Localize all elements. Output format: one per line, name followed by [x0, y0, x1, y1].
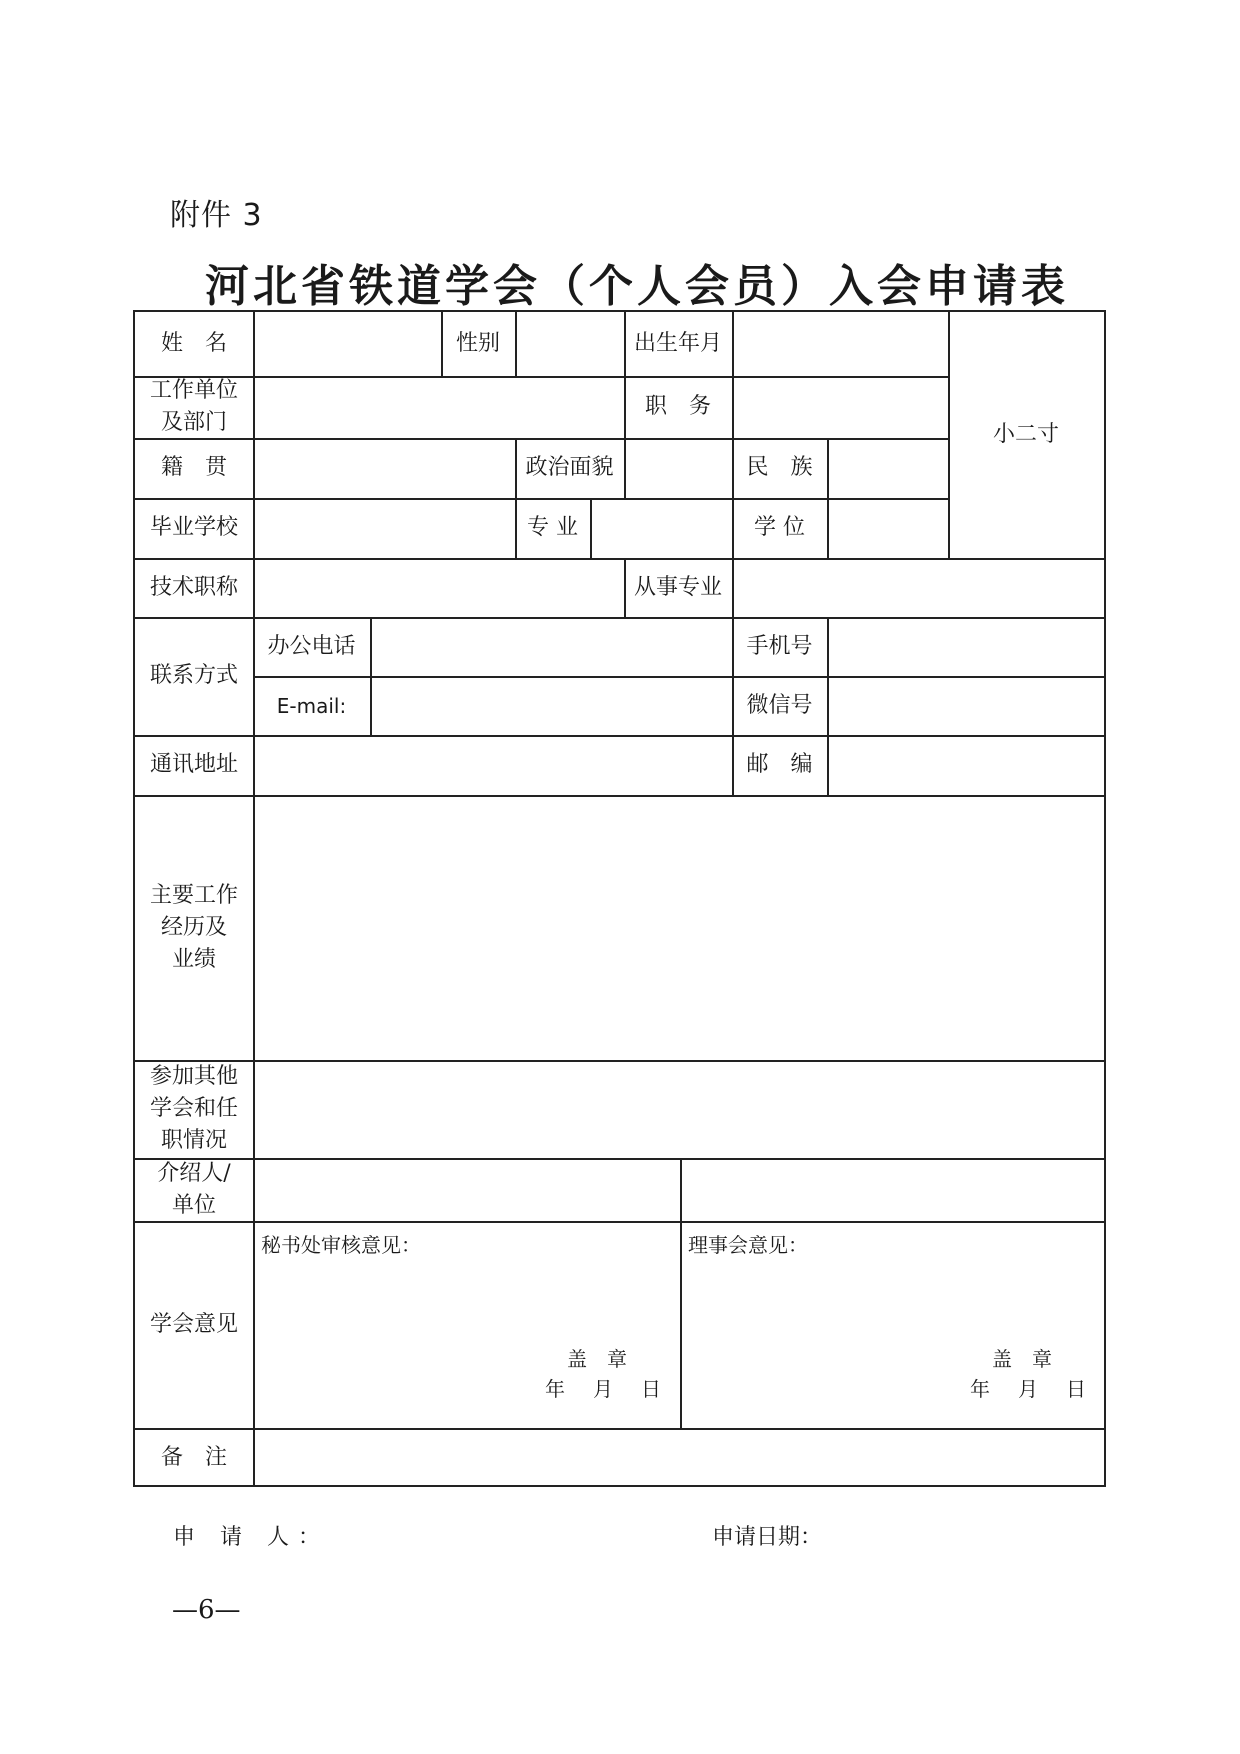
label-postcode: 邮 编: [746, 752, 813, 777]
label-work-unit: [135, 376, 253, 438]
apply-date-label: 申请日期：: [712, 1525, 823, 1550]
council-date-label: 年 月 日: [970, 1377, 1090, 1401]
label-work-unit-line1: 工作单位: [149, 378, 238, 403]
engaged-major-field[interactable]: [734, 560, 1102, 615]
label-name: 姓 名: [160, 331, 227, 356]
label-ethnicity: 民 族: [746, 455, 813, 480]
council-opinion-label: 理事会意见：: [688, 1233, 808, 1257]
label-experience-line2: 经历及: [160, 914, 227, 940]
label-mobile: 手机号: [746, 633, 813, 659]
label-engaged-major: 从事专业: [633, 574, 722, 600]
postcode-field[interactable]: [829, 737, 1102, 793]
council-seal-label: 盖 章: [992, 1347, 1052, 1371]
label-other-line3: 职情况: [160, 1128, 227, 1153]
referrer-field[interactable]: [255, 1160, 678, 1219]
referrer-unit-field[interactable]: [682, 1160, 1102, 1219]
attachment-label: 附件 3: [170, 198, 263, 233]
label-other-societies: [135, 1060, 253, 1158]
other-societies-field[interactable]: [255, 1062, 1102, 1156]
secretariat-opinion-box[interactable]: [255, 1223, 678, 1426]
position-field[interactable]: [734, 378, 946, 436]
label-school: 毕业学校: [149, 515, 238, 540]
label-other-line2: 学会和任: [149, 1096, 238, 1121]
label-experience: [135, 795, 253, 1060]
label-address: 通讯地址: [149, 752, 238, 777]
label-office-phone: 办公电话: [267, 633, 356, 659]
label-contact: 联系方式: [149, 663, 238, 688]
wechat-field[interactable]: [829, 678, 1102, 733]
native-place-field[interactable]: [255, 440, 513, 496]
label-referrer-line1: 介绍人/: [157, 1160, 231, 1186]
secretariat-seal-label: 盖 章: [567, 1347, 627, 1371]
label-tech-title: 技术职称: [149, 574, 238, 600]
label-birth: 出生年月: [633, 331, 722, 356]
experience-field[interactable]: [255, 797, 1102, 1058]
label-degree: 学 位: [754, 515, 805, 540]
label-referrer: [135, 1158, 253, 1221]
applicant-signature-label: 申 请 人：: [173, 1525, 329, 1550]
office-phone-field[interactable]: [372, 619, 730, 674]
email-field[interactable]: [372, 678, 730, 733]
label-wechat: 微信号: [746, 692, 813, 718]
school-field[interactable]: [255, 500, 513, 556]
address-field[interactable]: [255, 737, 730, 793]
label-other-line1: 参加其他: [149, 1064, 238, 1089]
degree-field[interactable]: [829, 500, 946, 556]
form-title: 河北省铁道学会（个人会员）入会申请表: [205, 261, 1069, 312]
secretariat-date-label: 年 月 日: [545, 1377, 665, 1401]
label-native-place: 籍 贯: [160, 455, 227, 480]
label-email: E-mail:: [276, 693, 347, 718]
secretariat-opinion-label: 秘书处审核意见：: [261, 1233, 421, 1257]
label-gender: 性别: [455, 331, 500, 356]
birth-field[interactable]: [734, 314, 946, 374]
tech-title-field[interactable]: [255, 560, 622, 615]
page-number: —6—: [172, 1595, 241, 1625]
remarks-field[interactable]: [255, 1430, 1102, 1485]
label-major: 专 业: [527, 515, 578, 540]
council-opinion-box[interactable]: [682, 1223, 1102, 1426]
photo-placeholder[interactable]: 小二寸: [992, 422, 1059, 447]
label-remarks: 备 注: [160, 1444, 227, 1470]
major-field[interactable]: [592, 500, 730, 556]
label-position: 职 务: [644, 394, 711, 419]
label-opinion: 学会意见: [149, 1311, 238, 1337]
label-referrer-line2: 单位: [171, 1192, 216, 1218]
ethnicity-field[interactable]: [829, 440, 946, 496]
application-form-table: [133, 310, 1106, 1487]
label-experience-line1: 主要工作: [149, 882, 238, 908]
political-status-field[interactable]: [626, 440, 730, 496]
label-political-status: 政治面貌: [525, 455, 614, 480]
label-experience-line3: 业绩: [171, 946, 216, 972]
label-work-unit-line2: 及部门: [160, 410, 227, 435]
mobile-field[interactable]: [829, 619, 1102, 674]
gender-field[interactable]: [517, 314, 622, 374]
work-unit-field[interactable]: [255, 378, 622, 436]
name-field[interactable]: [255, 314, 439, 374]
